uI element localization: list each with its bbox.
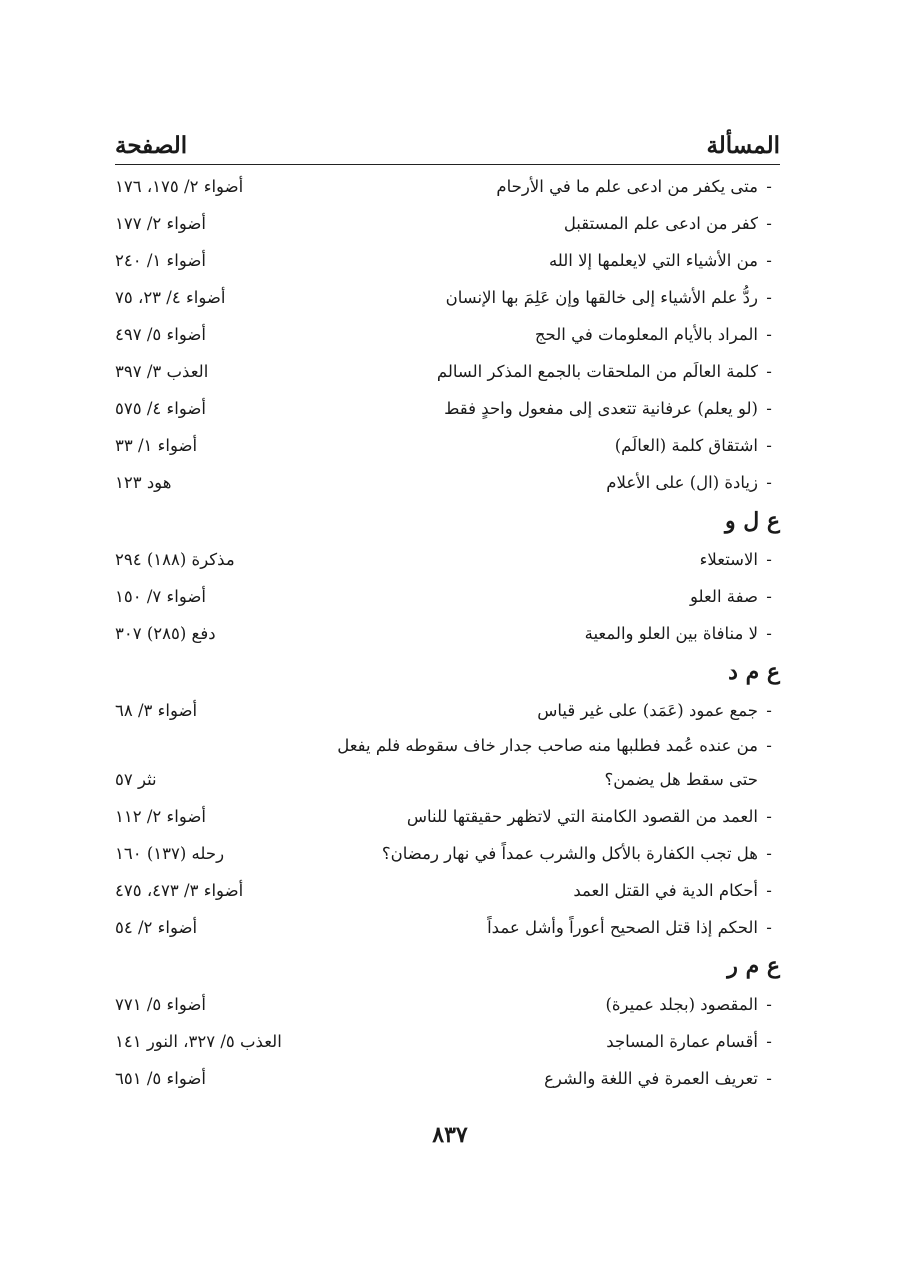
index-entry [115,205,780,242]
entry-topic: (لو يعلم) عرفانية تتعدى إلى مفعول واحدٍ فقط [444,399,758,418]
index-entry [115,316,780,353]
section-heading: ع ل و [724,508,780,534]
entry-topic-cell [382,844,780,863]
entry-topic: متى يكفر من ادعى علم ما في الأرحام [496,177,758,196]
index-entry [115,986,780,1023]
entry-topic: هل تجب الكفارة بالأكل والشرب عمداً في نهار رمضان؟ [381,844,758,863]
entry-reference: أضواء ٢/ ١١٢ [115,807,206,826]
index-entry [115,798,780,835]
entry-dash: - [766,624,772,643]
entry-topic-cell [535,325,780,344]
entry-reference: العذب ٣/ ٣٩٧ [115,362,209,381]
entry-topic: لا منافاة بين العلو والمعية [584,624,758,643]
index-entry [115,242,780,279]
entry-topic: زيادة (ال) على الأعلام [606,473,758,492]
index-entries [115,168,780,1097]
index-entry [115,279,780,316]
index-entry [115,541,780,578]
entry-topic-cell [437,362,780,381]
entry-reference: أضواء ٣/ ٤٧٣، ٤٧٥ [115,881,244,900]
entry-topic-cell [487,918,780,937]
entry-topic: أقسام عمارة المساجد [606,1032,758,1051]
index-entry [115,761,780,798]
entry-dash: - [766,1069,772,1088]
index-entry [115,578,780,615]
entry-dash: - [766,436,772,455]
entry-topic-cell [690,587,780,606]
index-entry [115,872,780,909]
entry-dash: - [766,807,772,826]
entry-topic: الحكم إذا قتل الصحيح أعوراً وأشل عمداً [487,918,758,937]
entry-topic: العمد من القصود الكامنة التي لاتظهر حقيقتها للناس [406,807,758,826]
entry-dash: - [766,325,772,344]
entry-topic: صفة العلو [689,587,758,606]
entry-dash: - [766,881,772,900]
index-entry [115,835,780,872]
entry-dash: - [766,701,772,720]
index-entry [115,168,780,205]
entry-topic-cell [573,881,780,900]
entry-reference: أضواء ٤/ ٢٣، ٧٥ [115,288,226,307]
entry-dash: - [766,918,772,937]
entry-dash: - [766,473,772,492]
index-page [115,118,780,1097]
entry-reference: أضواء ٤/ ٥٧٥ [115,399,206,418]
index-entry [115,427,780,464]
entry-topic: تعريف العمرة في اللغة والشرع [544,1069,758,1088]
entry-reference: العذب ٥/ ٣٢٧، النور ١٤١ [115,1032,282,1051]
entry-dash: - [766,362,772,381]
entry-dash: - [766,844,772,863]
index-entry [115,909,780,946]
entry-dash: - [766,587,772,606]
entry-reference: أضواء ٢/ ١٧٧ [115,214,206,233]
entry-topic-cell [615,436,780,455]
column-title-topic: المسألة [706,132,780,159]
section-heading: ع م د [728,659,780,685]
entry-reference: أضواء ٥/ ٦٥١ [115,1069,206,1088]
entry-dash: - [766,550,772,569]
index-entry [115,615,780,652]
index-entry [115,1060,780,1097]
entry-dash: - [766,399,772,418]
entry-topic: من عنده عُمد فطلبها منه صاحب جدار خاف سقوطه فلم يفعل [337,735,758,755]
entry-reference: نثر ٥٧ [115,770,157,789]
entry-topic-cell [407,807,780,826]
entry-topic-cell [544,1069,780,1088]
entry-topic-cell [496,177,780,196]
entry-reference: هود ١٢٣ [115,473,172,492]
entry-reference: أضواء ١/ ٣٣ [115,436,198,455]
entry-reference: أضواء ٧/ ١٥٠ [115,587,206,606]
entry-topic: كلمة العالَم من الملحقات بالجمع المذكر السالم [436,362,758,381]
entry-reference: أضواء ٥/ ٤٩٧ [115,325,206,344]
entry-reference: أضواء ١/ ٢٤٠ [115,251,206,270]
entry-reference: مذكرة (١٨٨) ٢٩٤ [115,550,235,569]
section-heading: ع م ر [727,953,780,979]
entry-topic-cell [585,624,780,643]
entry-topic-cell [605,995,780,1014]
entry-reference: أضواء ٣/ ٦٨ [115,701,198,720]
column-title-page: الصفحة [115,132,188,159]
entry-topic: حتى سقط هل يضمن؟ [604,770,758,789]
entry-dash: - [766,995,772,1014]
entry-topic-cell [446,288,780,307]
entry-dash: - [766,1032,772,1051]
index-entry [115,1023,780,1060]
entry-topic-cell [537,701,780,720]
entry-topic-cell [606,473,780,492]
entry-dash: - [766,288,772,307]
entry-topic: من الأشياء التي لايعلمها إلا الله [548,251,758,270]
entry-topic: المقصود (بجلد عميرة) [605,995,758,1014]
entry-topic-cell [605,770,780,789]
entry-dash: - [766,214,772,233]
index-entry [115,390,780,427]
page-number: ٨٣٧ [432,1122,468,1148]
index-entry [115,729,780,761]
entry-reference: أضواء ٢/ ١٧٥، ١٧٦ [115,177,244,196]
entry-topic-cell [606,1032,780,1051]
entry-dash: - [766,735,772,755]
entry-topic: اشتقاق كلمة (العالَم) [614,436,758,455]
entry-topic-cell [549,251,780,270]
entry-reference: رحله (١٣٧) ١٦٠ [115,844,225,863]
entry-topic-cell [564,214,780,233]
index-entry [115,692,780,729]
entry-reference: دفع (٢٨٥) ٣٠٧ [115,624,216,643]
entry-topic-cell [700,550,780,569]
index-entry [115,464,780,501]
entry-reference: أضواء ٢/ ٥٤ [115,918,198,937]
entry-topic-cell [444,399,780,418]
entry-topic-cell [337,736,780,755]
entry-reference: أضواء ٥/ ٧٧١ [115,995,206,1014]
entry-topic: المراد بالأيام المعلومات في الحج [534,325,758,344]
entry-topic: كفر من ادعى علم المستقبل [563,214,758,233]
entry-topic: ردُّ علم الأشياء إلى خالقها وإن عَلِمَ بها الإنسان [445,288,758,307]
entry-dash: - [766,251,772,270]
index-entry [115,353,780,390]
entry-dash: - [766,177,772,196]
entry-topic: الاستعلاء [699,550,758,569]
entry-topic: أحكام الدية في القتل العمد [573,881,758,900]
table-header [115,118,780,165]
entry-topic: جمع عمود (عَمَد) على غير قياس [537,701,758,720]
